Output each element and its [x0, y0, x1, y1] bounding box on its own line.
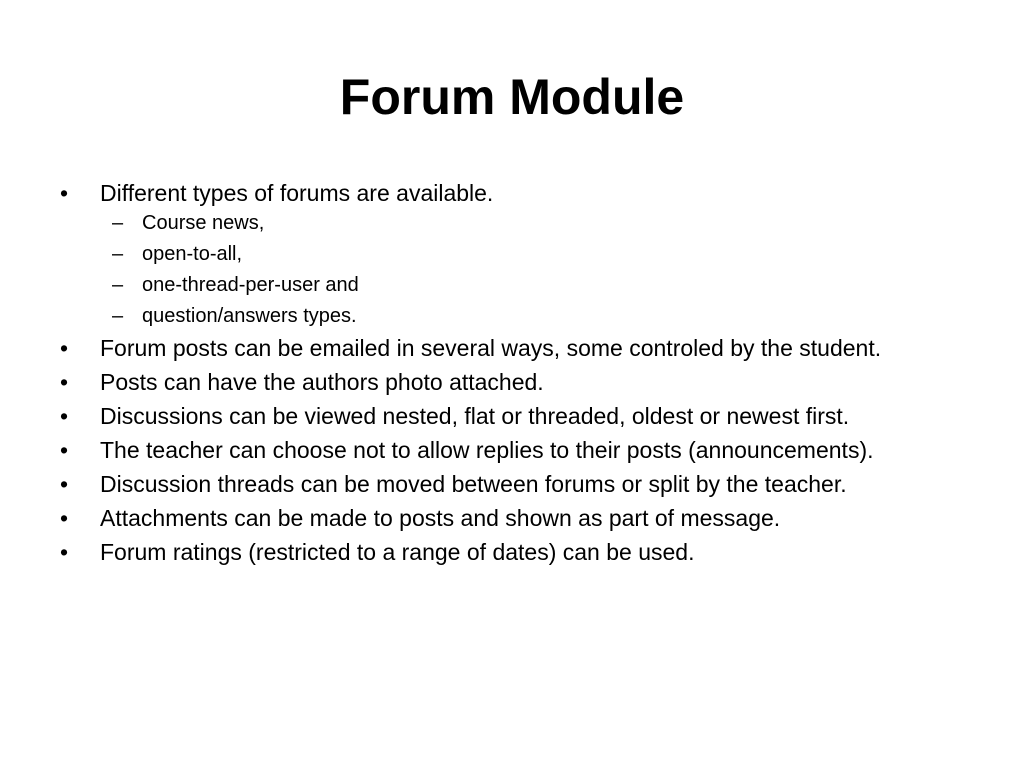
bullet-icon: •: [60, 505, 69, 531]
dash-icon: –: [112, 305, 124, 327]
bullet-text: Discussions can be viewed nested, flat or threaded, oldest or newest first.: [100, 403, 850, 429]
bullet-icon: •: [60, 180, 69, 206]
sub-bullet-item: [97, 273, 978, 297]
sub-bullet-list: [100, 211, 978, 328]
bullet-icon: •: [60, 539, 69, 565]
slide-title: Forum Module: [339, 69, 685, 125]
bullet-icon: •: [60, 369, 69, 395]
bullet-icon: •: [60, 335, 69, 361]
bullet-icon: •: [60, 437, 69, 463]
sub-bullet-text: question/answers types.: [142, 305, 357, 327]
bullet-text: The teacher can choose not to allow replies to their posts (announcements).: [100, 437, 874, 463]
dash-icon: –: [112, 274, 124, 296]
bullet-item: [58, 369, 978, 396]
bullet-icon: •: [60, 403, 69, 429]
dash-icon: –: [112, 212, 124, 234]
bullet-text: Different types of forums are available.: [100, 180, 494, 206]
bullet-text: Forum ratings (restricted to a range of dates) can be used.: [100, 539, 695, 565]
bullet-item: [58, 180, 978, 328]
sub-bullet-text: Course news,: [142, 212, 265, 234]
bullet-item: [58, 437, 978, 464]
sub-bullet-item: [97, 242, 978, 266]
bullet-list: [58, 180, 978, 573]
sub-bullet-item: [97, 304, 978, 328]
bullet-icon: •: [60, 471, 69, 497]
bullet-text: Forum posts can be emailed in several ways, some controled by the student.: [100, 335, 882, 361]
bullet-text: Discussion threads can be moved between forums or split by the teacher.: [100, 471, 847, 497]
sub-bullet-text: one-thread-per-user and: [142, 274, 359, 296]
bullet-item: [58, 505, 978, 532]
sub-bullet-text: open-to-all,: [142, 243, 243, 265]
bullet-item: [58, 403, 978, 430]
bullet-item: [58, 335, 978, 362]
bullet-text: Attachments can be made to posts and shown as part of message.: [100, 505, 781, 531]
dash-icon: –: [112, 243, 124, 265]
bullet-item: [58, 539, 978, 566]
bullet-item: [58, 471, 978, 498]
bullet-text: Posts can have the authors photo attached.: [100, 369, 544, 395]
sub-bullet-item: [97, 211, 978, 235]
